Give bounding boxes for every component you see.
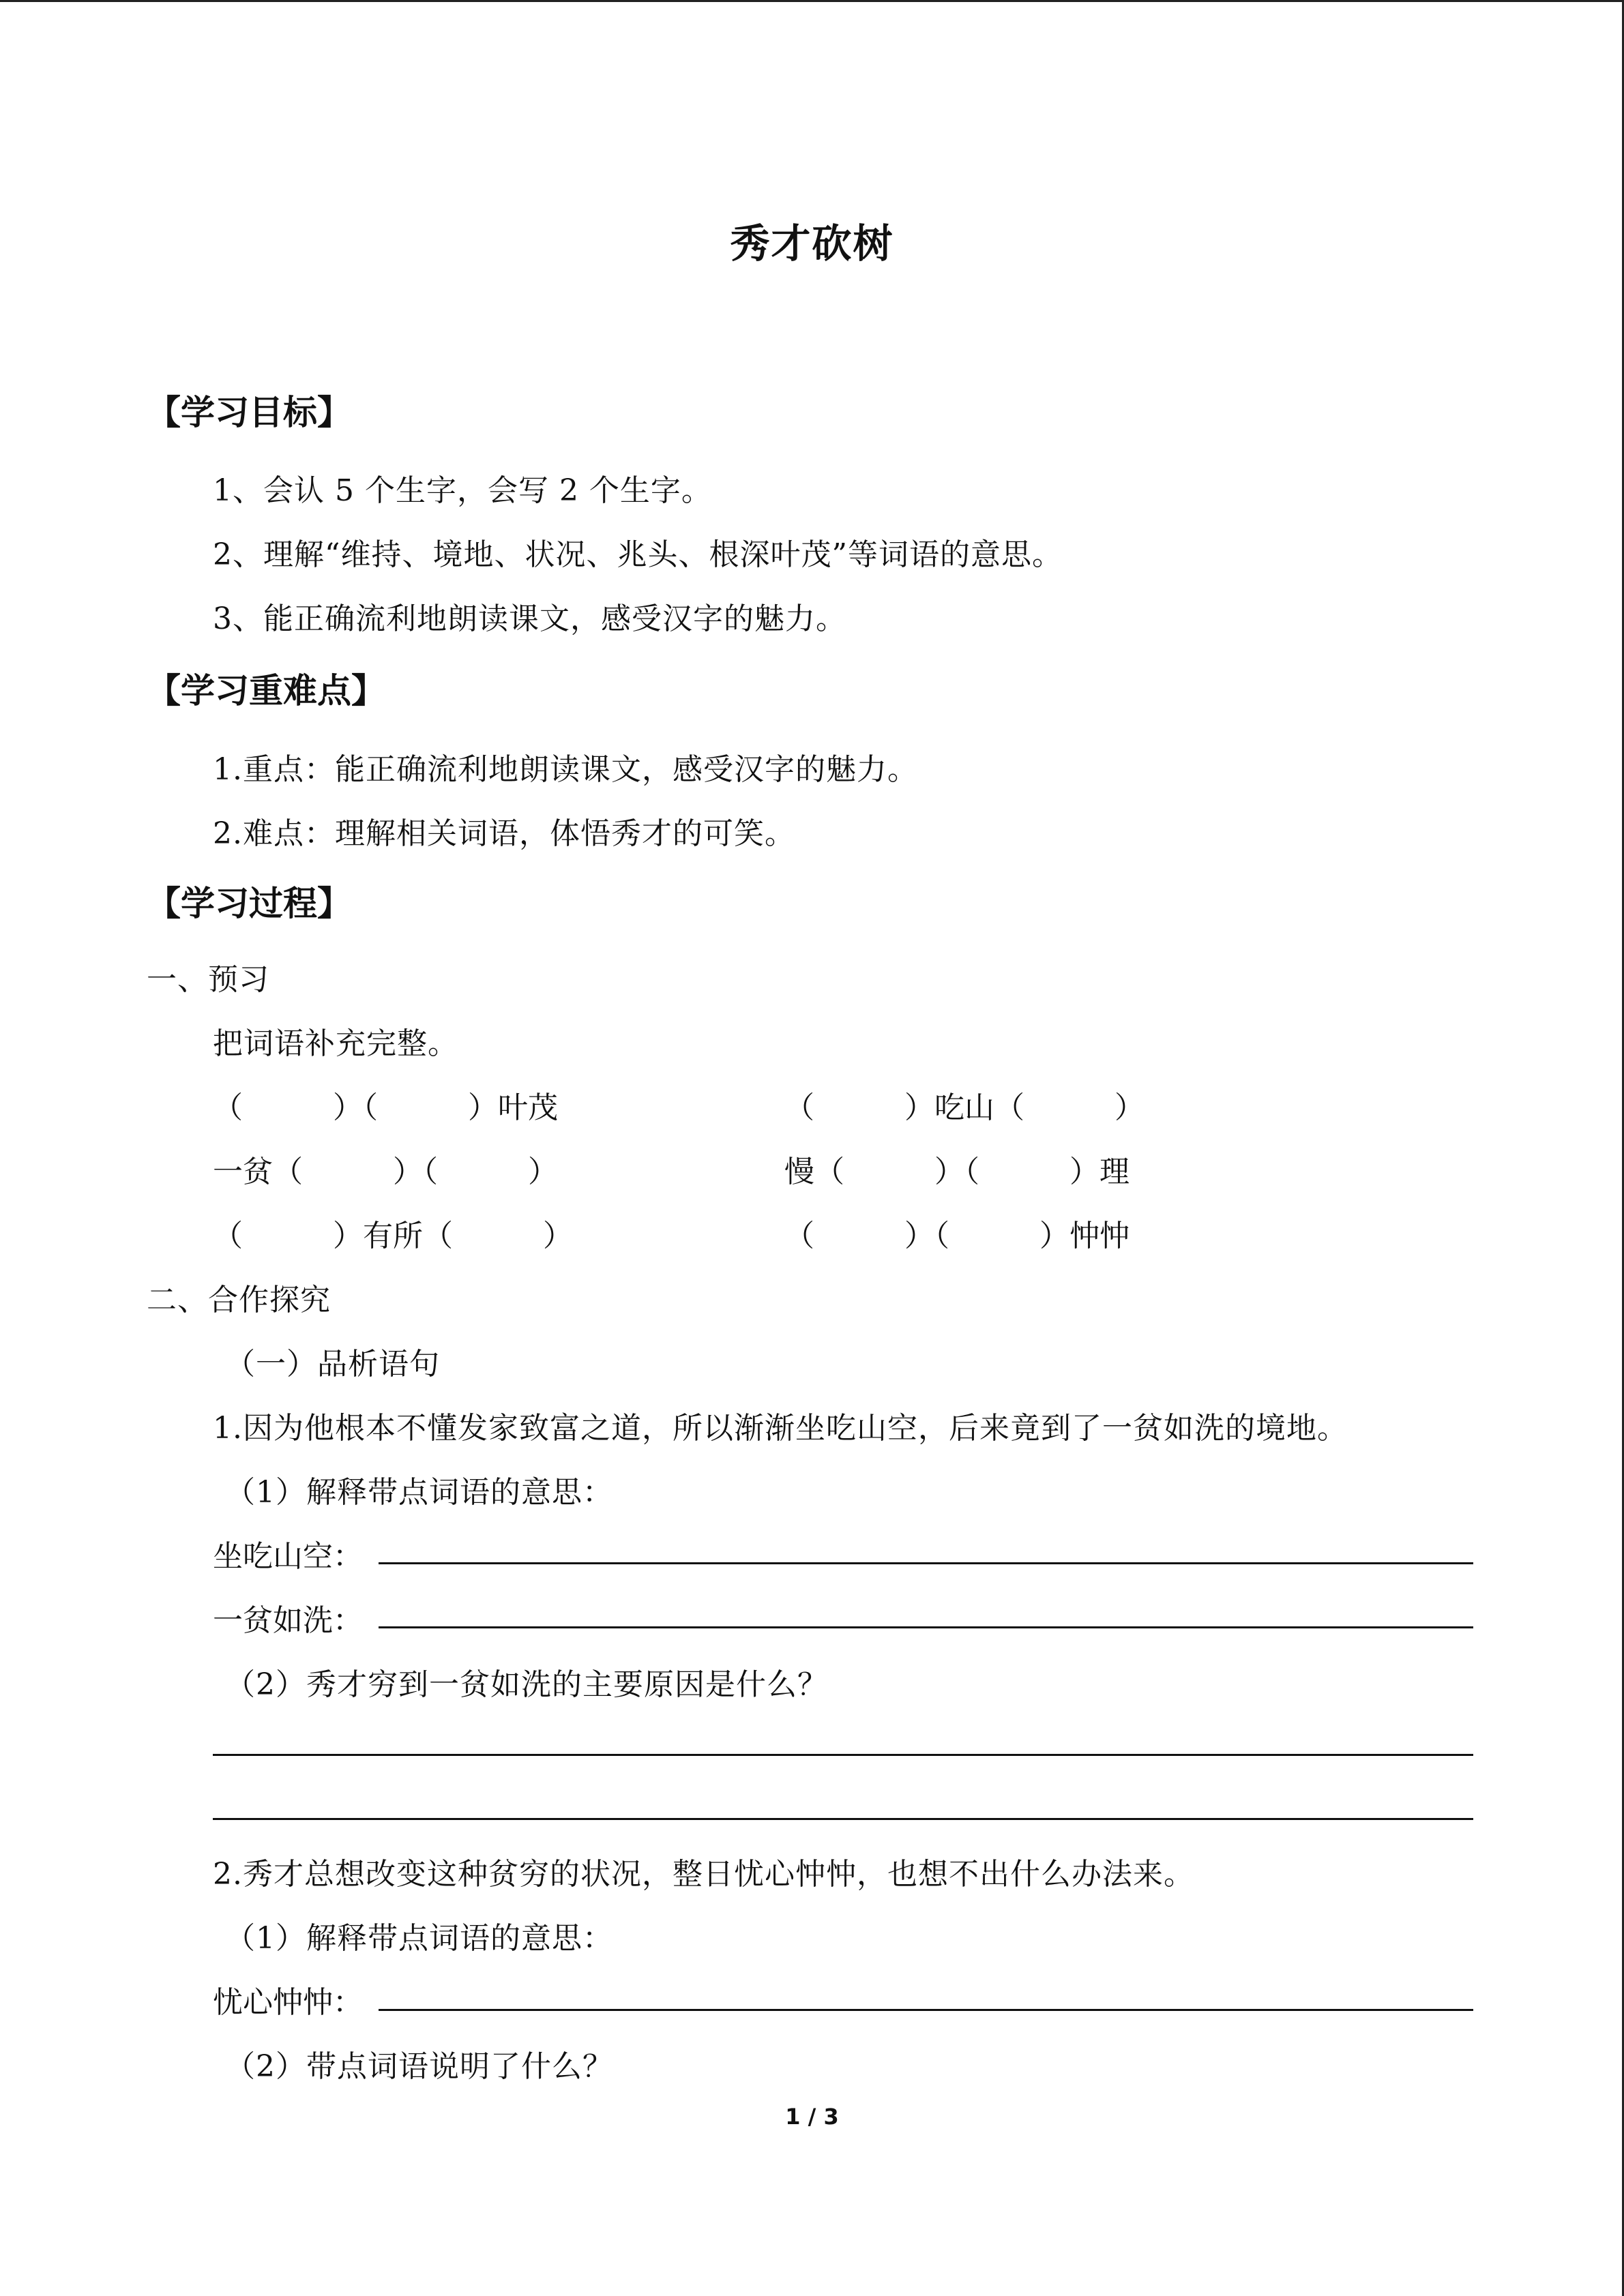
fill-blank-right[interactable]: （ ）吃山（ ） (784, 1090, 1145, 1125)
objective-item: 2、理解“维持、境地、状况、兆头、根深叶茂”等词语的意思。 (213, 537, 1063, 572)
fill-blank-left[interactable]: （ ）（ ）叶茂 (213, 1090, 558, 1125)
answer-line[interactable] (213, 1818, 1473, 1820)
question-2-part-1: （1）解释带点词语的意思： (225, 1921, 613, 1956)
term-label: 坐吃山空： (213, 1539, 363, 1574)
answer-line[interactable] (379, 1626, 1473, 1628)
section-heading-objectives: 【学习目标】 (147, 393, 351, 432)
page-border-top (0, 0, 1624, 2)
question-1-part-2: （2）秀才穷到一贫如洗的主要原因是什么？ (225, 1667, 828, 1702)
objective-item: 3、能正确流利地朗读课文，感受汉字的魅力。 (213, 601, 846, 636)
page-number: 1 / 3 (785, 2104, 839, 2130)
question-1-part-1: （1）解释带点词语的意思： (225, 1475, 613, 1510)
answer-line[interactable] (379, 1562, 1473, 1564)
fill-blank-left[interactable]: 一贫（ ）（ ） (213, 1154, 558, 1189)
question-2-part-2: （2）带点词语说明了什么？ (225, 2049, 613, 2084)
fill-blank-left[interactable]: （ ）有所（ ） (213, 1219, 573, 1253)
preview-heading: 一、预习 (147, 962, 269, 997)
question-1-sentence: 1.因为他根本不懂发家致富之道，所以渐渐坐吃山空，后来竟到了一贫如洗的境地。 (213, 1411, 1348, 1446)
term-label: 一贫如洗： (213, 1603, 363, 1638)
answer-line[interactable] (379, 2009, 1473, 2011)
section-heading-key-points: 【学习重难点】 (147, 671, 385, 711)
explore-subheading: （一）品析语句 (225, 1347, 440, 1382)
key-point-item: 2.难点：理解相关词语，体悟秀才的可笑。 (213, 816, 795, 851)
objective-item: 1、会认 5 个生字，会写 2 个生字。 (213, 473, 712, 508)
explore-heading: 二、合作探究 (147, 1283, 331, 1317)
term-label: 忧心忡忡： (213, 1985, 363, 2020)
fill-blank-right[interactable]: 慢（ ）（ ）理 (784, 1154, 1130, 1189)
preview-instruction: 把词语补充完整。 (213, 1026, 458, 1061)
section-heading-process: 【学习过程】 (147, 884, 351, 923)
question-2-sentence: 2.秀才总想改变这种贫穷的状况，整日忧心忡忡，也想不出什么办法来。 (213, 1857, 1194, 1892)
page-title: 秀才砍树 (730, 220, 894, 267)
answer-line[interactable] (213, 1754, 1473, 1756)
key-point-item: 1.重点：能正确流利地朗读课文，感受汉字的魅力。 (213, 752, 918, 787)
fill-blank-right[interactable]: （ ）（ ）忡忡 (784, 1219, 1130, 1253)
